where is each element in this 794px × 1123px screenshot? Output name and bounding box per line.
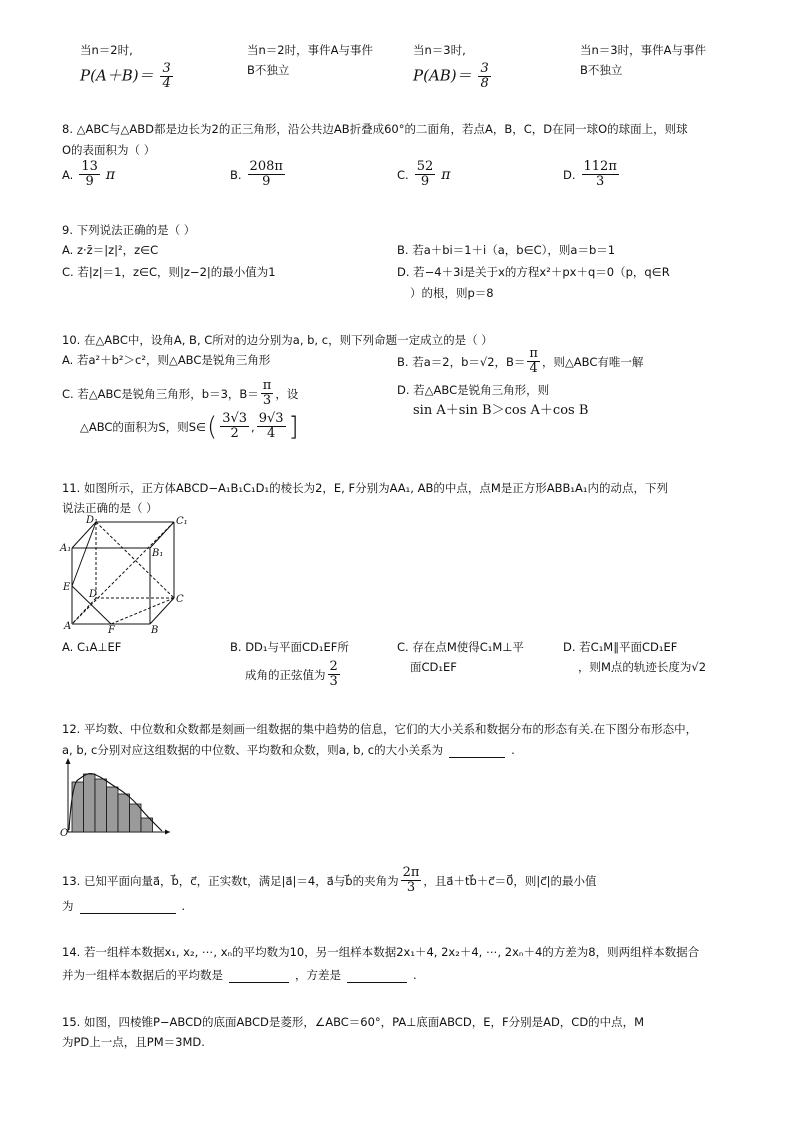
q13-stem-line2 [62,897,185,914]
q7-option-b-line1: 当n＝2时，事件A与事件 [247,43,373,57]
histogram-bar [130,804,142,832]
q7-option-c-line1: 当n＝3时, [413,43,466,57]
q10-option-c-fraction [261,379,274,408]
fraction-denominator: 3 [596,174,605,189]
origin-label: O [60,828,69,838]
fraction-denominator: 4 [266,426,276,441]
q9-stem: 9. 下列说法正确的是（ ） [62,223,196,237]
stem-text: a, b, c分别对应这组数据的中位数、平均数和众数，则a, b, c的大小关系为 [62,743,444,757]
fraction-numerator: π [262,378,272,393]
right-bracket: ] [288,411,299,442]
fraction-numerator: 208π [249,159,283,174]
histogram-bar [107,787,119,832]
stem-end: . [413,968,417,982]
q11-option-c-line2: 面CD₁EF [410,660,457,674]
option-text: C. 若△ABC是锐角三角形，b＝3，B＝ [62,386,259,401]
q8-option-a [62,160,115,189]
q7-option-c-formula: P(AB)＝ [413,66,472,85]
q8-option-d-fraction [582,160,619,189]
q10-option-c-line2 [80,412,299,441]
histogram-bars [72,774,153,832]
q10-option-b [397,347,643,376]
q11-stem-line1: 11. 如图所示，正方体ABCD−A₁B₁C₁D₁的棱长为2，E, F分别为AA₁, AB的中点，点M是正方形ABB₁A₁内的动点，下列 [62,481,668,495]
fraction-denominator: 9 [85,174,94,189]
label-d: D [89,589,98,600]
answer-blank-mean[interactable] [229,966,289,983]
q9-option-d-line1: D. 若−4＋3i是关于x的方程x²＋px＋q＝0（p，q∈R [397,265,670,279]
q10-option-a: A. 若a²＋b²＞c²，则△ABC是锐角三角形 [62,353,271,367]
q11-cube-figure [58,514,198,634]
q8-option-b [230,160,287,189]
stem-text: 13. 已知平面向量a⃗，b⃗，c⃗，正实数t，满足|a⃗|＝4，a⃗与b⃗的夹角为 [62,873,399,888]
q9-option-c: C. 若|z|＝1，z∈C，则|z−2|的最小值为1 [62,265,276,279]
fraction-denominator: 3 [262,393,272,408]
stem-end: . [181,899,186,913]
option-label: D. [563,167,576,182]
q7-option-a-fraction [160,62,172,91]
q9-option-b: B. 若a＋bi＝1＋i（a，b∈C），则a＝b＝1 [397,243,616,257]
hidden-segment-c1a [72,522,174,624]
q13-angle-fraction [401,866,422,895]
stem-text: ，方差是 [295,968,341,982]
interval-comma: , [251,419,255,434]
label-f: F [108,625,115,634]
q8-stem-line1: 8. △ABC与△ABD都是边长为2的正三角形，沿公共边AB折叠成60°的二面角，若点A，B，C，D在同一球O的球面上，则球 [62,122,688,136]
option-text: ，设 [275,386,299,401]
y-axis-arrow [66,758,71,764]
q7-option-b-line2: B不独立 [247,63,290,77]
q10-option-d-line2: sin A＋sin B＞cos A＋cos B [413,403,589,418]
q7-option-d-line2: B不独立 [580,63,623,77]
fraction-numerator: 3 [480,61,489,76]
answer-blank[interactable] [80,897,176,914]
q7-option-c-fraction [478,62,490,91]
option-text: ，则△ABC有唯一解 [541,354,644,369]
option-tail: π [441,166,451,183]
q7-option-d-line1: 当n＝3时，事件A与事件 [580,43,706,57]
fraction-numerator: π [529,346,538,361]
fraction-denominator: 2 [230,426,239,441]
q8-option-c [397,160,450,189]
fraction-numerator: 112π [583,159,617,174]
label-a: A [64,621,72,632]
q8-option-c-fraction [415,160,436,189]
fraction-denominator: 4 [162,76,171,91]
q14-stem-line1: 14. 若一组样本数据x₁, x₂, ⋯, xₙ的平均数为10，另一组样本数据2x₁＋4, 2x₂＋4, ⋯, 2xₙ＋4的方差为8，则两组样本数据合 [62,945,700,959]
label-a1: A₁ [60,543,72,554]
q11-option-b-line1: B. DD₁与平面CD₁EF所 [230,640,349,654]
answer-blank-variance[interactable] [347,966,407,983]
q8-stem-line2: O的表面积为（ ） [62,143,156,157]
fraction-numerator: 3 [162,61,171,76]
stem-text: 为 [62,899,74,913]
hidden-segment-cf [111,598,174,624]
q11-stem-line2: 说法正确的是（ ） [62,501,158,515]
q12-distribution-chart [58,756,176,838]
q10-option-d-line1: D. 若△ABC是锐角三角形，则 [397,383,550,397]
fraction-numerator: 9√3 [258,411,284,426]
q14-stem-line2 [62,966,417,983]
q8-option-d [563,160,621,189]
q12-stem-line1: 12. 平均数、中位数和众数都是刻画一组数据的集中趋势的信息，它们的大小关系和数据分布的形态有关.在下图分布形态中， [62,722,698,736]
fraction-denominator: 8 [480,76,489,91]
q11-option-d-line1: D. 若C₁M∥平面CD₁EF [563,640,678,654]
fraction-denominator: 9 [420,174,430,189]
fraction-denominator: 3 [406,880,416,895]
q7-option-a-formula: P(A＋B)＝ [80,66,154,85]
q13-stem-line1 [62,866,597,895]
stem-text: ，且a⃗＋tb⃗＋c⃗＝0⃗，则|c⃗|的最小值 [423,873,597,888]
q10-stem: 10. 在△ABC中，设角A, B, C所对的边分别为a, b, c，则下列命题一定成立的是（ ） [62,333,493,347]
q11-option-b-line2 [245,660,342,689]
left-paren: ( [207,411,218,442]
q9-option-a: A. z·z̄＝|z|²，z∈C [62,243,159,257]
fraction-denominator: 9 [262,174,271,189]
option-label: B. [230,167,242,182]
histogram-bar [84,774,96,832]
label-b: B [151,625,159,634]
q11-option-a: A. C₁A⊥EF [62,640,122,654]
option-text: △ABC的面积为S，则S∈ [80,419,207,434]
q15-stem-line1: 15. 如图，四棱锥P−ABCD的底面ABCD是菱形，∠ABC＝60°，PA⊥底面ABCD，E，F分别是AD，CD的中点，M [62,1015,645,1029]
option-tail: π [105,166,116,183]
label-e: E [63,582,71,593]
q8-option-a-fraction [79,160,100,189]
q11-option-b-fraction [328,660,340,689]
fraction-numerator: 3√3 [222,411,248,426]
fraction-numerator: 13 [81,159,98,174]
option-text: 成角的正弦值为 [245,667,326,682]
fraction-denominator: 3 [329,674,338,689]
q10-option-b-fraction [527,347,540,376]
fraction-numerator: 2π [402,865,420,880]
histogram-bar [95,779,107,832]
segment-d1e [72,522,96,586]
q11-option-d-line2: ，则M点的轨迹长度为√2 [578,660,707,674]
q10-option-c-line1 [62,379,298,408]
q15-stem-line2: 为PD上一点，且PM＝3MD. [62,1035,205,1049]
fraction-numerator: 52 [416,159,434,174]
option-label: A. [62,167,74,182]
hidden-edge-da [72,598,96,624]
q8-option-b-fraction [248,160,285,189]
label-c1: C₁ [176,516,188,527]
edge-bc [150,598,174,624]
q7-option-a-expr [80,62,175,91]
x-axis-arrow [165,830,170,835]
label-c: C [176,594,184,605]
stem-text: 并为一组样本数据后的平均数是 [62,968,223,982]
option-label: C. [397,167,409,182]
q7-option-c-expr [413,62,493,91]
q9-option-d-line2: ）的根，则p＝8 [410,286,494,300]
label-b1: B₁ [152,548,164,559]
option-text: B. 若a＝2，b＝√2，B＝ [397,354,526,369]
q7-option-a-line1: 当n＝2时, [80,43,133,57]
fraction-denominator: 4 [529,361,538,376]
fraction-numerator: 2 [329,659,338,674]
answer-blank[interactable] [449,741,505,758]
histogram-bar [118,794,130,832]
stem-end: . [511,743,515,757]
q11-option-c-line1: C. 存在点M使得C₁M⊥平 [397,640,524,654]
interval-upper-fraction [257,412,286,441]
label-d1: D₁ [86,515,99,526]
interval-lower-fraction [220,412,249,441]
